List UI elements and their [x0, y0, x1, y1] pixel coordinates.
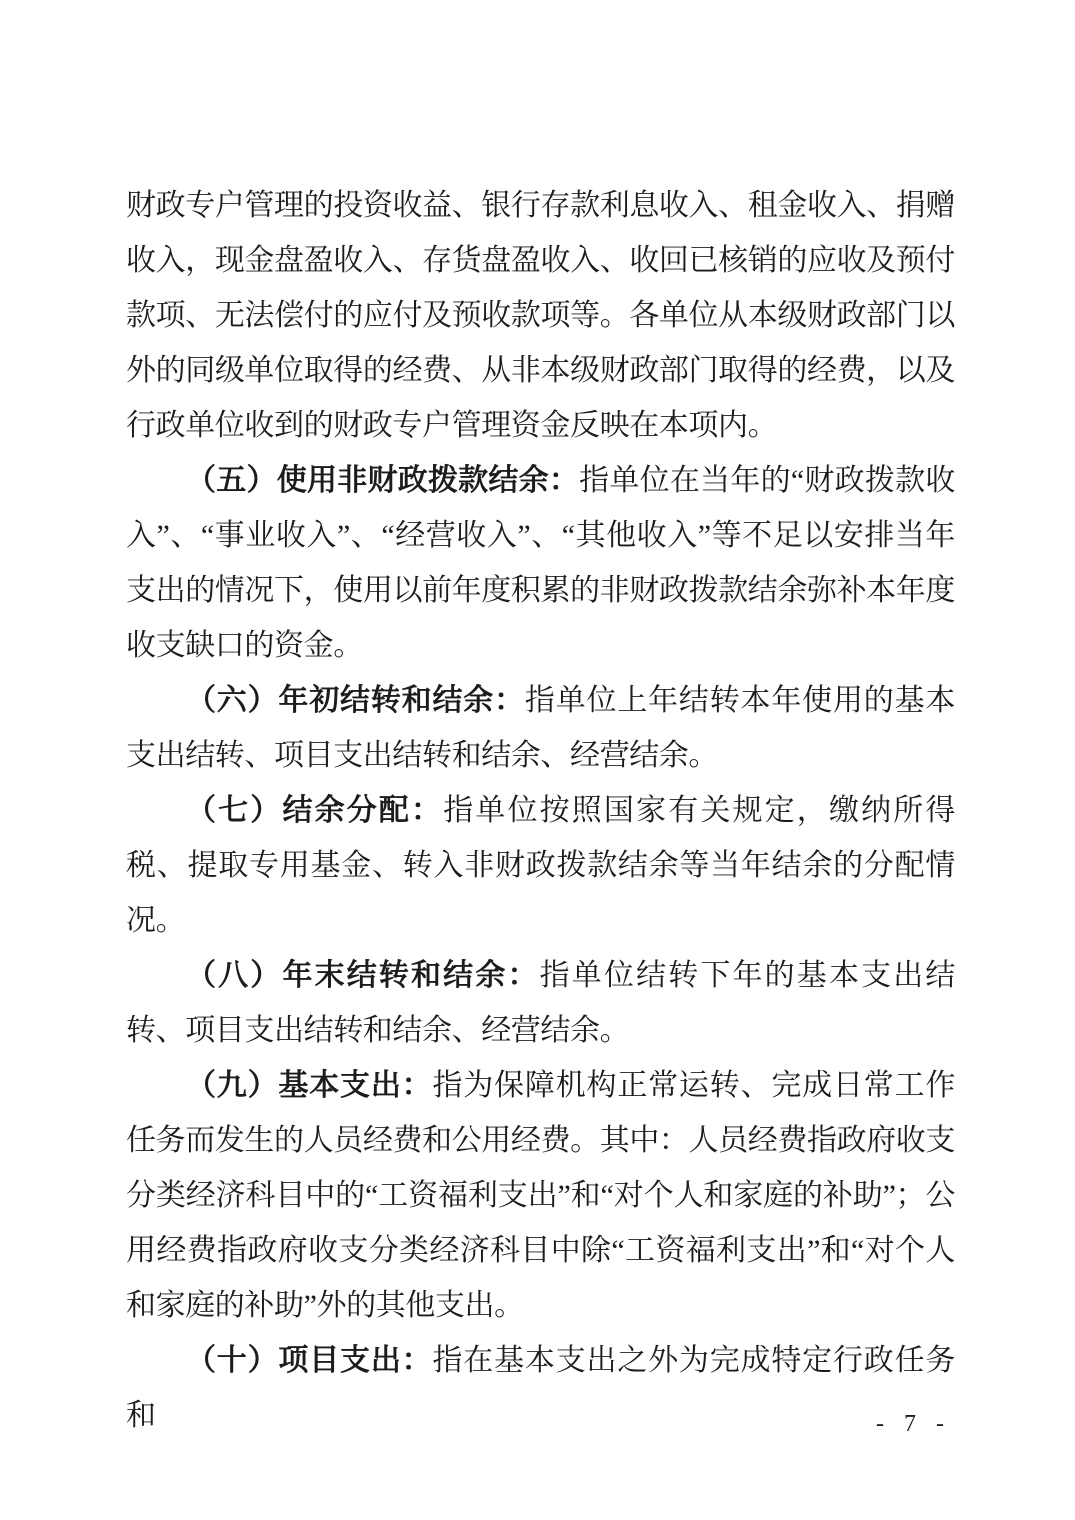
- item-10-heading: （十）项目支出：: [186, 1344, 433, 1377]
- item-7-paragraph: [126, 783, 955, 948]
- item-7-heading: （七）结余分配：: [186, 794, 444, 827]
- item-7-body: 指单位按照国家有关规定，缴纳所得税、提取专用基金、转入非财政拨款结余等当年结余的分配情况。: [126, 794, 955, 937]
- item-5-heading: （五）使用非财政拨款结余：: [186, 464, 580, 497]
- paragraph-continuation-body: 财政专户管理的投资收益、银行存款利息收入、租金收入、捐赠收入，现金盘盈收入、存货盘盈收入、收回已核销的应收及预付款项、无法偿付的应付及预收款项等。各单位从本级财政部门以外的同级单位取得的经费、从非本级财政部门取得的经费，以及行政单位收到的财政专户管理资金反映在本项内。: [126, 189, 955, 442]
- document-body: [126, 178, 955, 1443]
- item-8-body: 指单位结转下年的基本支出结转、项目支出结转和结余、经营结余。: [126, 959, 955, 1047]
- item-8-heading: （八）年末结转和结余：: [186, 959, 540, 992]
- page-number: - 7 -: [876, 1411, 951, 1437]
- item-6-heading: （六）年初结转和结余：: [186, 684, 525, 717]
- item-5-paragraph: [126, 453, 955, 673]
- item-9-paragraph: [126, 1058, 955, 1333]
- item-5-body: 指单位在当年的“财政拨款收入”、“事业收入”、“经营收入”、“其他收入”等不足以安排当年支出的情况下，使用以前年度积累的非财政拨款结余弥补本年度收支缺口的资金。: [126, 464, 955, 662]
- item-10-paragraph: [126, 1333, 955, 1443]
- item-8-paragraph: [126, 948, 955, 1058]
- item-6-paragraph: [126, 673, 955, 783]
- item-6-body: 指单位上年结转本年使用的基本支出结转、项目支出结转和结余、经营结余。: [126, 684, 955, 772]
- item-9-heading: （九）基本支出：: [186, 1069, 433, 1102]
- item-9-body: 指为保障机构正常运转、完成日常工作任务而发生的人员经费和公用经费。其中：人员经费指政府收支分类经济科目中的“工资福利支出”和“对个人和家庭的补助”；公用经费指政府收支分类经济科目中除“工资福利支出”和“对个人和家庭的补助”外的其他支出。: [126, 1069, 955, 1322]
- item-10-body: 指在基本支出之外为完成特定行政任务和: [126, 1344, 955, 1432]
- paragraph-continuation: [126, 178, 955, 453]
